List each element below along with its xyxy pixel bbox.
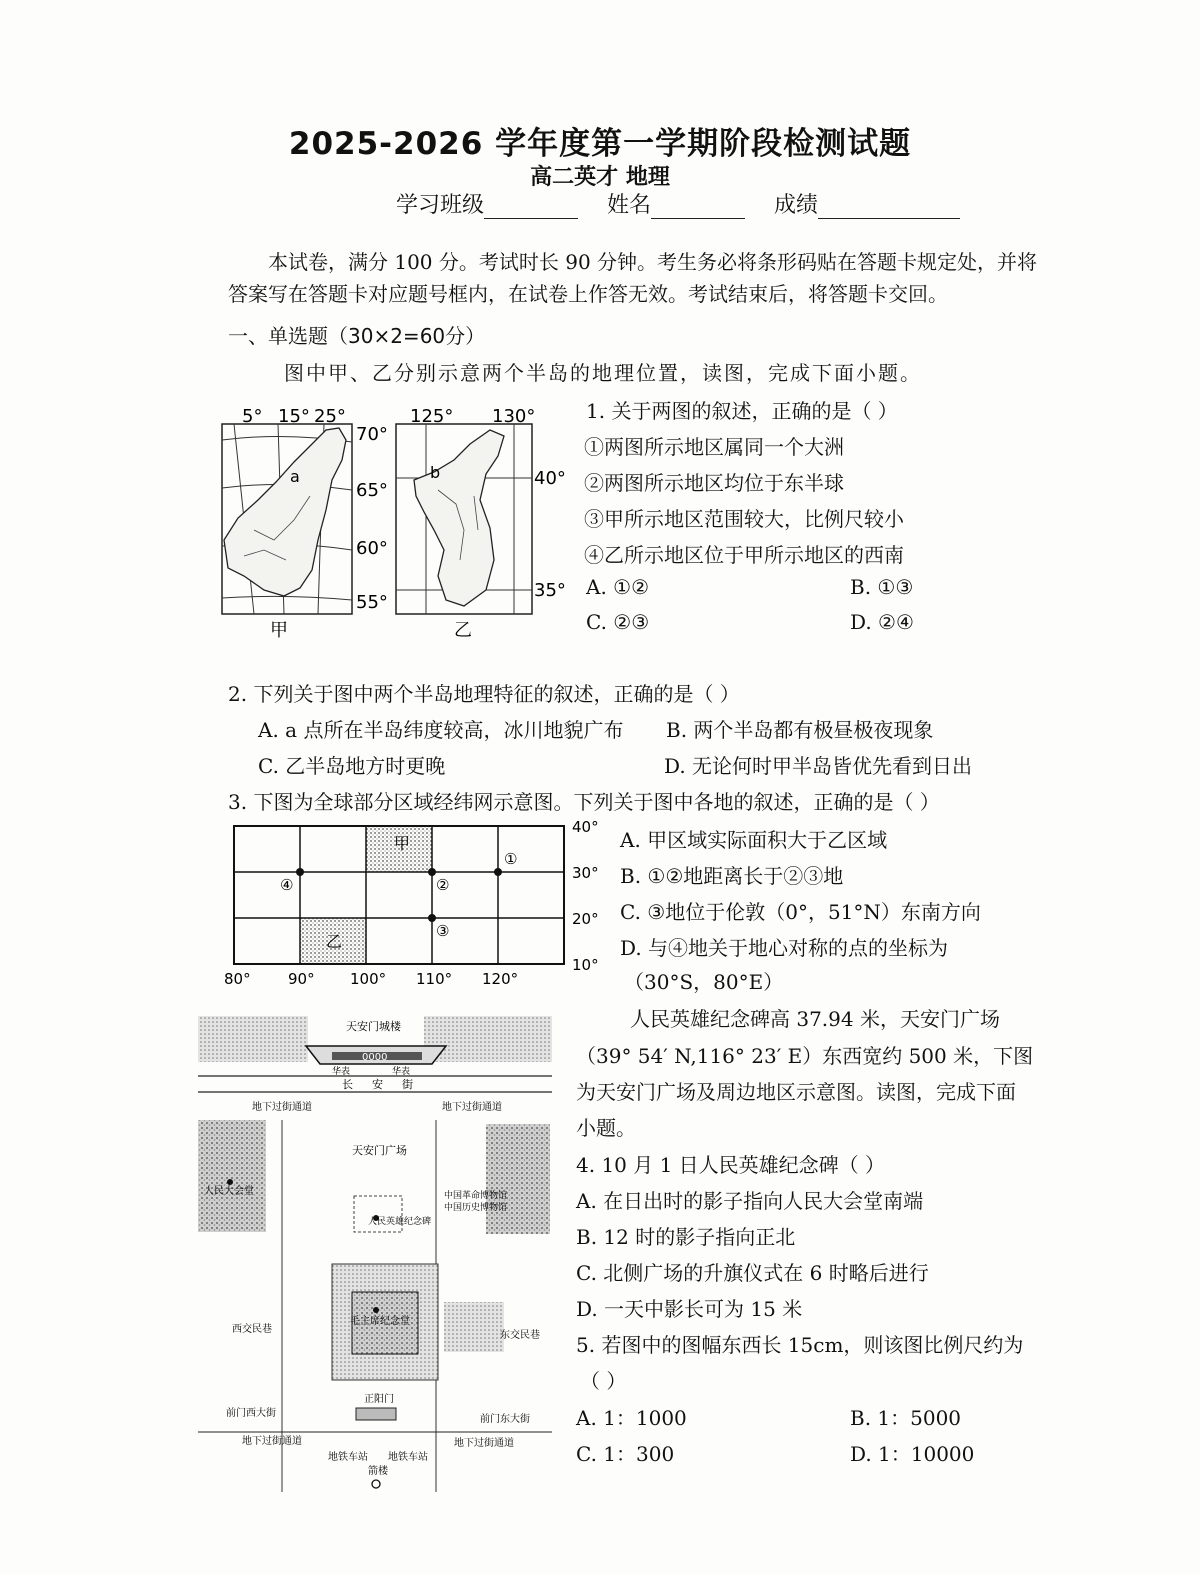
label-metro-west: 地铁车站 xyxy=(328,1452,368,1463)
label-tower-code: 0000 xyxy=(362,1052,388,1063)
q2-option-c[interactable]: C. 乙半岛地方时更晚 xyxy=(258,754,446,778)
lat-label: 55° xyxy=(356,592,388,613)
lon-label: 25° xyxy=(314,406,346,427)
q4-option-d[interactable]: D. 一天中影长可为 15 米 xyxy=(576,1297,803,1321)
q3-option-b[interactable]: B. ①②地距离长于②③地 xyxy=(620,864,844,888)
q2-option-b[interactable]: B. 两个半岛都有极昼极夜现象 xyxy=(666,718,934,742)
q4-option-b[interactable]: B. 12 时的影子指向正北 xyxy=(576,1225,796,1249)
region-yi-label: 乙 xyxy=(326,932,343,951)
lon-label: 5° xyxy=(242,406,263,427)
name-label: 姓名 xyxy=(607,193,652,218)
label-great-hall: 人民大会堂 xyxy=(204,1186,254,1197)
q3-option-d[interactable]: D. 与④地关于地心对称的点的坐标为 xyxy=(620,936,949,960)
student-fields xyxy=(396,188,982,219)
label-east-lane: 东交民巷 xyxy=(500,1330,540,1341)
name-blank[interactable] xyxy=(651,196,745,219)
q3-option-c[interactable]: C. ③地位于伦敦（0°，51°N）东南方向 xyxy=(620,900,981,924)
label-tiananmen-tower: 天安门城楼 xyxy=(346,1020,401,1033)
q4-stem: 4. 10 月 1 日人民英雄纪念碑（ ） xyxy=(576,1153,886,1177)
passage-line-2: （39° 54′ N,116° 23′ E）东西宽约 500 米，下图 xyxy=(576,1044,1034,1068)
lat-label: 40° xyxy=(534,468,566,489)
section-heading: 一、单选题（30×2=60分） xyxy=(228,324,486,348)
passage-line-4: 小题。 xyxy=(576,1116,636,1140)
q5-stem: 5. 若图中的图幅东西长 15cm，则该图比例尺约为 xyxy=(576,1333,1024,1357)
label-underpass-sw: 地下过街通道 xyxy=(242,1436,302,1447)
passage-line-1: 人民英雄纪念碑高 37.94 米，天安门广场 xyxy=(630,1007,1000,1031)
grid-lat-label: 40° xyxy=(572,818,599,836)
label-underpass-ne: 地下过街通道 xyxy=(442,1102,502,1113)
q1-option-c[interactable]: C. ②③ xyxy=(586,610,650,634)
q5-option-b[interactable]: B. 1：5000 xyxy=(850,1406,962,1430)
lat-label: 60° xyxy=(356,538,388,559)
map-jia xyxy=(214,400,394,640)
label-square: 天安门广场 xyxy=(352,1144,407,1157)
lat-label: 70° xyxy=(356,424,388,445)
score-label: 成绩 xyxy=(774,193,819,218)
q1-item: ③甲所示地区范围较大，比例尺较小 xyxy=(584,507,904,531)
lon-label: 130° xyxy=(492,406,536,427)
q2-option-a[interactable]: A. a 点所在半岛纬度较高，冰川地貌广布 xyxy=(258,718,624,742)
label-arrow-tower: 箭楼 xyxy=(368,1466,388,1477)
label-underpass-se: 地下过街通道 xyxy=(454,1438,514,1449)
label-underpass-nw: 地下过街通道 xyxy=(252,1102,312,1113)
exam-title: 2025-2026 学年度第一学期阶段检测试题 xyxy=(288,126,912,162)
q1-option-a[interactable]: A. ①② xyxy=(586,575,650,599)
lat-label: 65° xyxy=(356,480,388,501)
label-museum-1: 中国革命博物馆 xyxy=(444,1191,508,1201)
q2-stem: 2. 下列关于图中两个半岛地理特征的叙述，正确的是（ ） xyxy=(228,682,740,706)
point-b: b xyxy=(430,463,441,482)
q1-item: ①两图所示地区属同一个大洲 xyxy=(584,435,844,459)
map-caption: 乙 xyxy=(454,620,472,640)
label-west-lane: 西交民巷 xyxy=(232,1324,272,1335)
intro-line-1: 本试卷，满分 100 分。考试时长 90 分钟。考生务必将条形码贴在答题卡规定处，并将 xyxy=(268,250,1038,274)
point-3: ③ xyxy=(436,922,450,940)
label-zhengyangmen: 正阳门 xyxy=(364,1394,394,1405)
q5-option-a[interactable]: A. 1：1000 xyxy=(576,1406,687,1430)
score-blank[interactable] xyxy=(818,196,960,219)
lon-label: 15° xyxy=(278,406,310,427)
grid-lon-label: 90° xyxy=(288,970,315,988)
map-caption: 甲 xyxy=(270,620,288,640)
grid-lat-label: 10° xyxy=(572,956,599,974)
label-huabiao-right: 华表 xyxy=(392,1067,411,1077)
label-changan-1: 长 xyxy=(342,1078,353,1091)
region-jia-label: 甲 xyxy=(394,834,411,853)
q4-option-a[interactable]: A. 在日出时的影子指向人民大会堂南端 xyxy=(576,1189,924,1213)
q2-option-d[interactable]: D. 无论何时甲半岛皆优先看到日出 xyxy=(664,754,973,778)
group-intro: 图中甲、乙分别示意两个半岛的地理位置，读图，完成下面小题。 xyxy=(284,361,922,385)
q1-item: ②两图所示地区均位于东半球 xyxy=(584,471,844,495)
point-2: ② xyxy=(436,876,450,894)
class-label: 学习班级 xyxy=(396,193,485,218)
q1-stem: 1. 关于两图的叙述，正确的是（ ） xyxy=(586,399,898,423)
label-mausoleum: 毛主席纪念堂 xyxy=(350,1316,410,1327)
grid-lon-label: 80° xyxy=(224,970,251,988)
grid-lon-label: 100° xyxy=(350,970,387,988)
q5-paren: （ ） xyxy=(580,1369,627,1393)
point-a: a xyxy=(290,467,300,486)
tiananmen-square-map xyxy=(196,1012,556,1498)
lon-label: 125° xyxy=(410,406,454,427)
lat-label: 35° xyxy=(534,580,566,601)
map-yi xyxy=(394,400,574,640)
lat-lon-grid xyxy=(218,812,608,992)
grid-lon-label: 110° xyxy=(416,970,453,988)
label-qianmen-east: 前门东大街 xyxy=(480,1414,530,1425)
q5-option-d[interactable]: D. 1：10000 xyxy=(850,1442,975,1466)
label-metro-east: 地铁车站 xyxy=(388,1452,428,1463)
grid-lon-label: 120° xyxy=(482,970,519,988)
label-huabiao-left: 华表 xyxy=(332,1067,351,1077)
label-museum-2: 中国历史博物馆 xyxy=(444,1203,508,1213)
grid-lat-label: 30° xyxy=(572,864,599,882)
passage-line-3: 为天安门广场及周边地区示意图。读图，完成下面 xyxy=(576,1080,1016,1104)
label-changan-2: 安 xyxy=(372,1078,383,1091)
q1-option-d[interactable]: D. ②④ xyxy=(850,610,914,634)
point-1: ① xyxy=(504,850,518,868)
q1-option-b[interactable]: B. ①③ xyxy=(850,575,914,599)
class-blank[interactable] xyxy=(484,196,578,219)
q3-option-d-coords: （30°S，80°E） xyxy=(624,970,784,994)
label-changan-3: 街 xyxy=(402,1078,413,1091)
label-qianmen-west: 前门西大街 xyxy=(226,1408,276,1419)
grid-lat-label: 20° xyxy=(572,910,599,928)
q3-stem: 3. 下图为全球部分区域经纬网示意图。下列关于图中各地的叙述，正确的是（ ） xyxy=(228,790,940,814)
q5-option-c[interactable]: C. 1：300 xyxy=(576,1442,675,1466)
q3-option-a[interactable]: A. 甲区域实际面积大于乙区域 xyxy=(620,828,888,852)
exam-subtitle: 高二英才 地理 xyxy=(530,165,670,190)
intro-line-2: 答案写在答题卡对应题号框内，在试卷上作答无效。考试结束后，将答题卡交回。 xyxy=(228,282,948,306)
label-monument: 人民英雄纪念碑 xyxy=(368,1217,432,1227)
point-4: ④ xyxy=(280,876,294,894)
q4-option-c[interactable]: C. 北侧广场的升旗仪式在 6 时略后进行 xyxy=(576,1261,929,1285)
q1-item: ④乙所示地区位于甲所示地区的西南 xyxy=(584,543,904,567)
